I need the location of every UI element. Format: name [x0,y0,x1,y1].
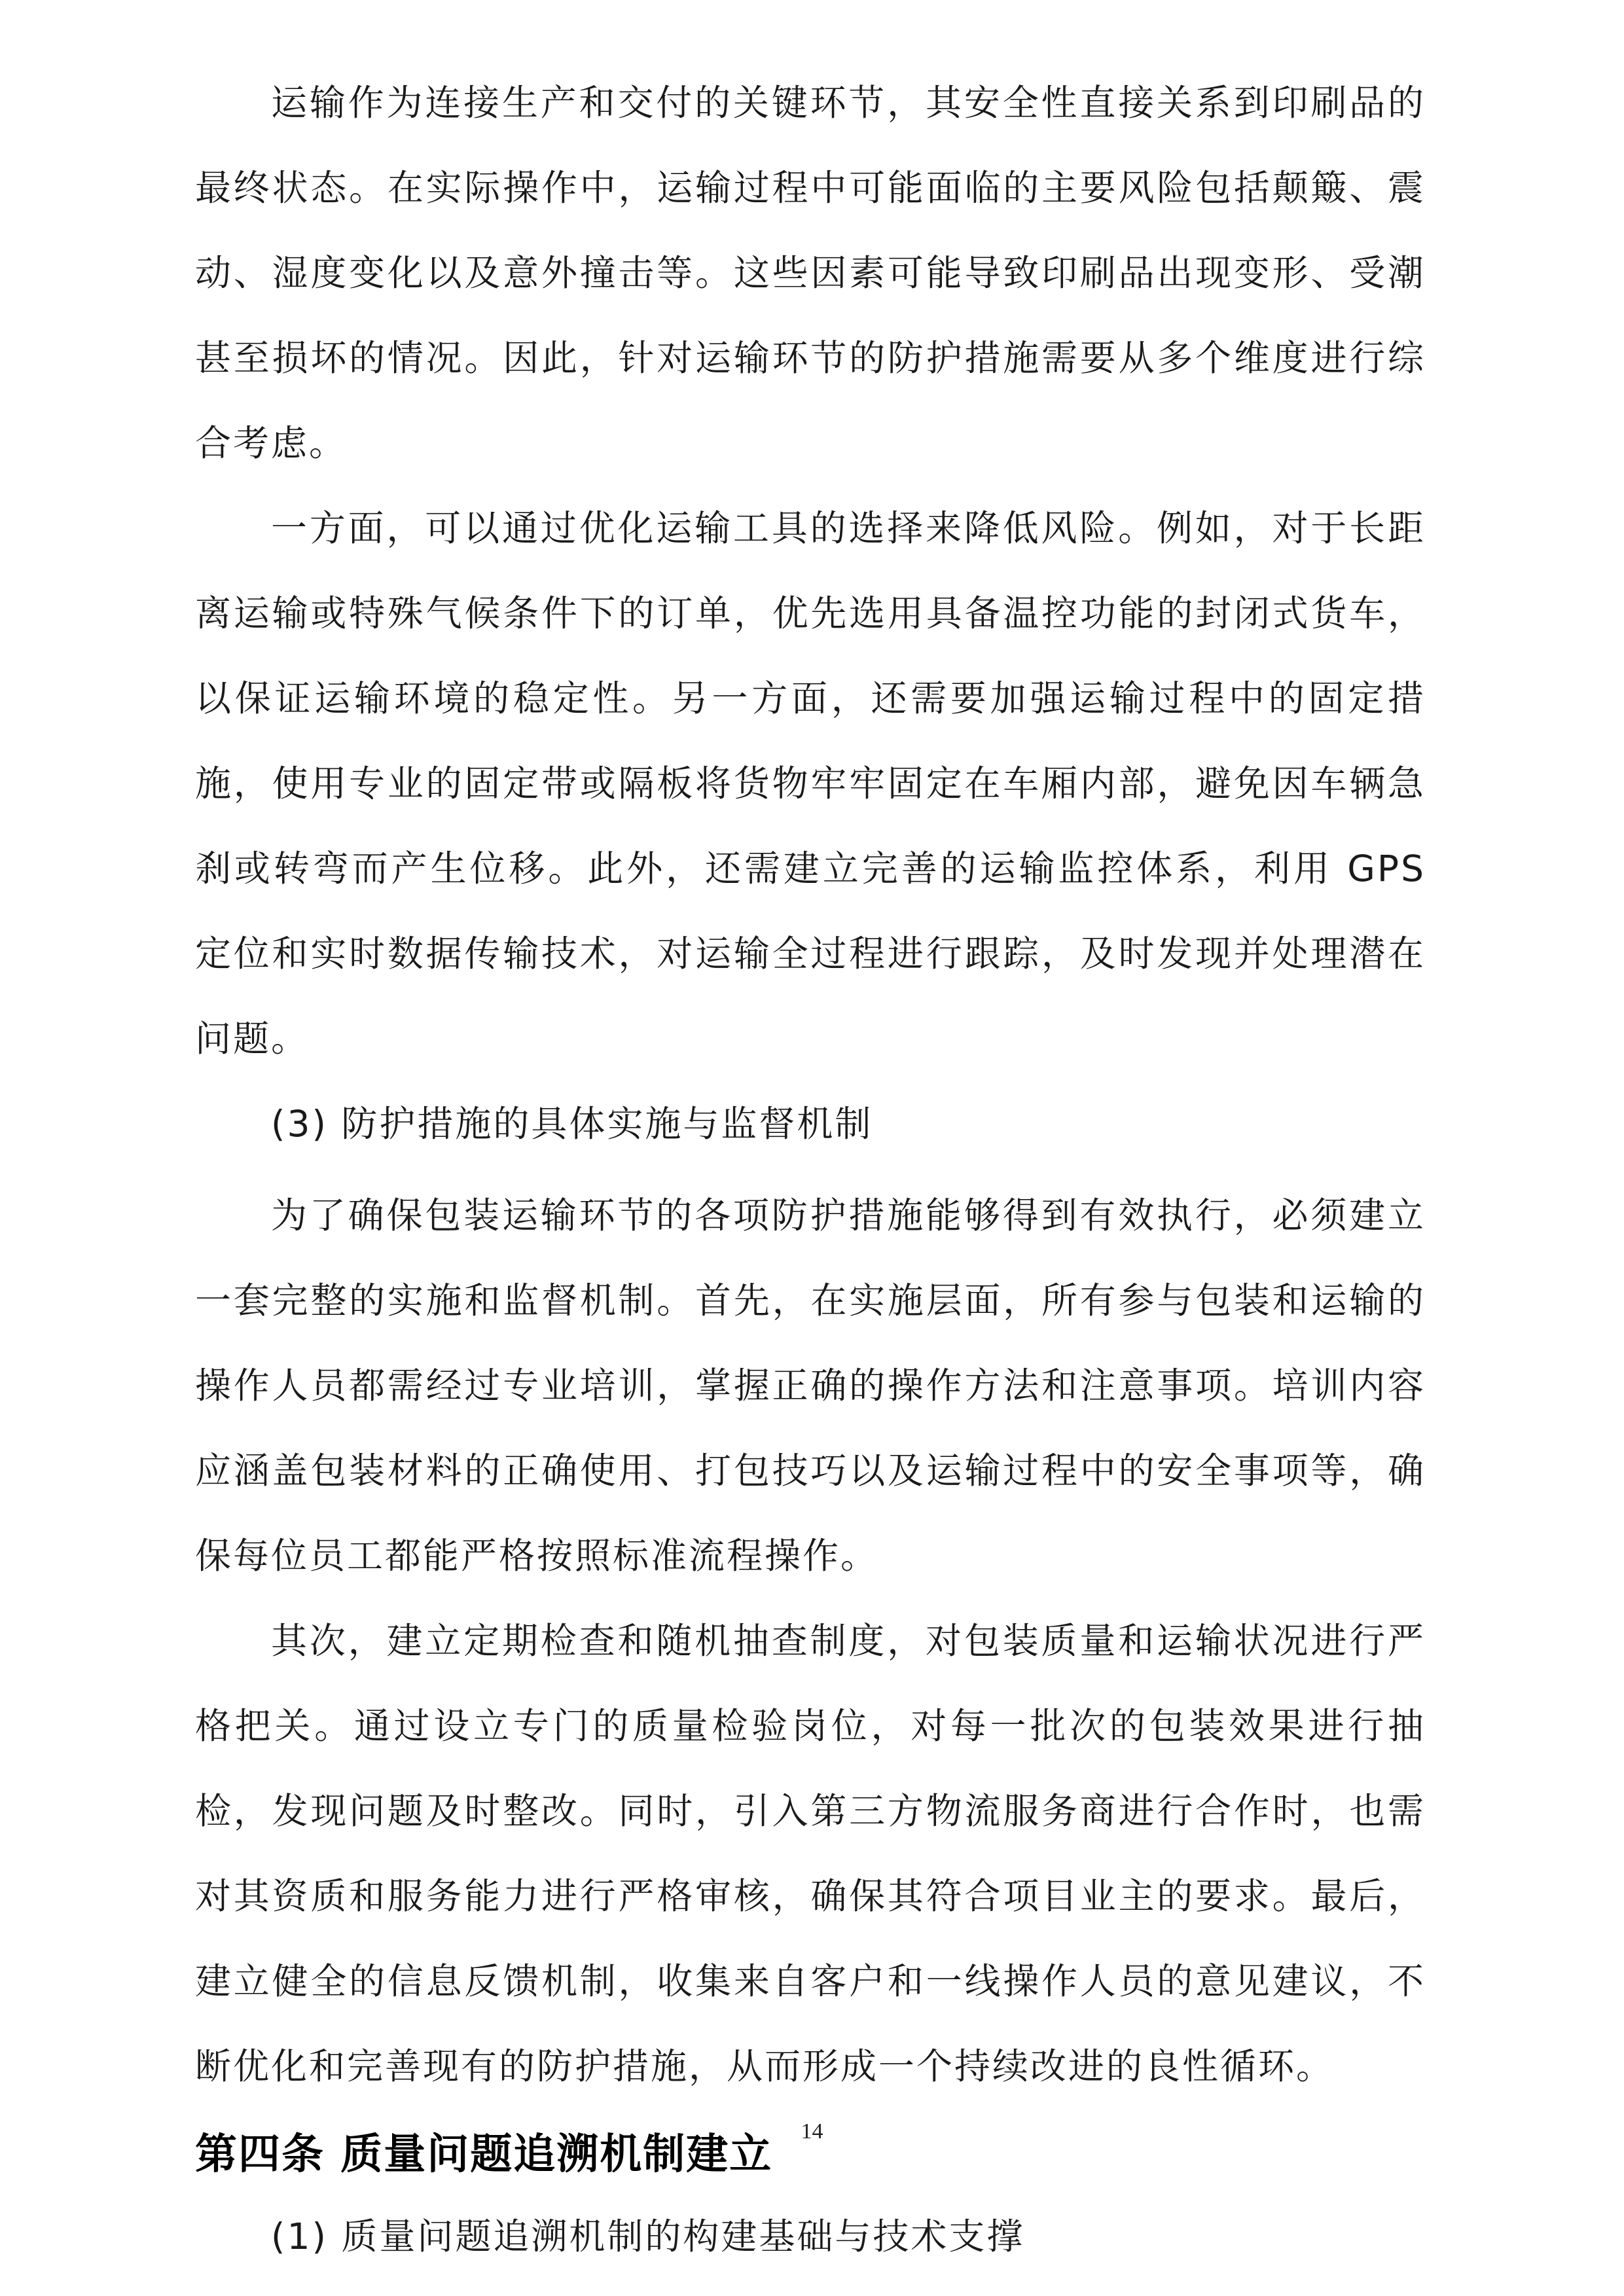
paragraph-implementation: 为了确保包装运输环节的各项防护措施能够得到有效执行，必须建立一套完整的实施和监督机制。首先，在实施层面，所有参与包装和运输的操作人员都需经过专业培训，掌握正确的操作方法和注意事项。培训内容应涵盖包装材料的正确使用、打包技巧以及运输过程中的安全事项等，确保每位员工都能严格按照标准流程操作。 [195,1194,1426,1577]
page-body [195,60,1426,2286]
paragraph-inspection: 其次，建立定期检查和随机抽查制度，对包装质量和运输状况进行严格把关。通过设立专门的质量检验岗位，对每一批次的包装效果进行抽检，发现问题及时整改。同时，引入第三方物流服务商进行合作时，也需对其资质和服务能力进行严格审核，确保其符合项目业主的要求。最后，建立健全的信息反馈机制，收集来自客户和一线操作人员的意见建议，不断优化和完善现有的防护措施，从而形成一个持续改进的良性循环。 [195,1620,1426,2087]
subheading-traceability-foundation: (1) 质量问题追溯机制的构建基础与技术支撑 [271,2215,1025,2257]
paragraph-transport-measures: 一方面，可以通过优化运输工具的选择来降低风险。例如，对于长距离运输或特殊气候条件下的订单，优先选用具备温控功能的封闭式货车，以保证运输环境的稳定性。另一方面，还需要加强运输过程中的固定措施，使用专业的固定带或隔板将货物牢牢固定在车厢内部，避免因车辆急刹或转弯而产生位移。此外，还需建立完善的运输监控体系，利用 GPS 定位和实时数据传输技术，对运输全过程进行跟踪，及时发现并处理潜在问题。 [195,507,1426,1060]
subheading-implementation-supervision: (3) 防护措施的具体实施与监督机制 [271,1103,873,1145]
paragraph-transport-risk: 运输作为连接生产和交付的关键环节，其安全性直接关系到印刷品的最终状态。在实际操作中，运输过程中可能面临的主要风险包括颠簸、震动、湿度变化以及意外撞击等。这些因素可能导致印刷品出现变形、受潮甚至损坏的情况。因此，针对运输环节的防护措施需要从多个维度进行综合考虑。 [195,82,1426,464]
section-heading-article-4: 第四条 质量问题追溯机制建立 [195,2130,773,2179]
page-number: 14 [801,2119,823,2144]
